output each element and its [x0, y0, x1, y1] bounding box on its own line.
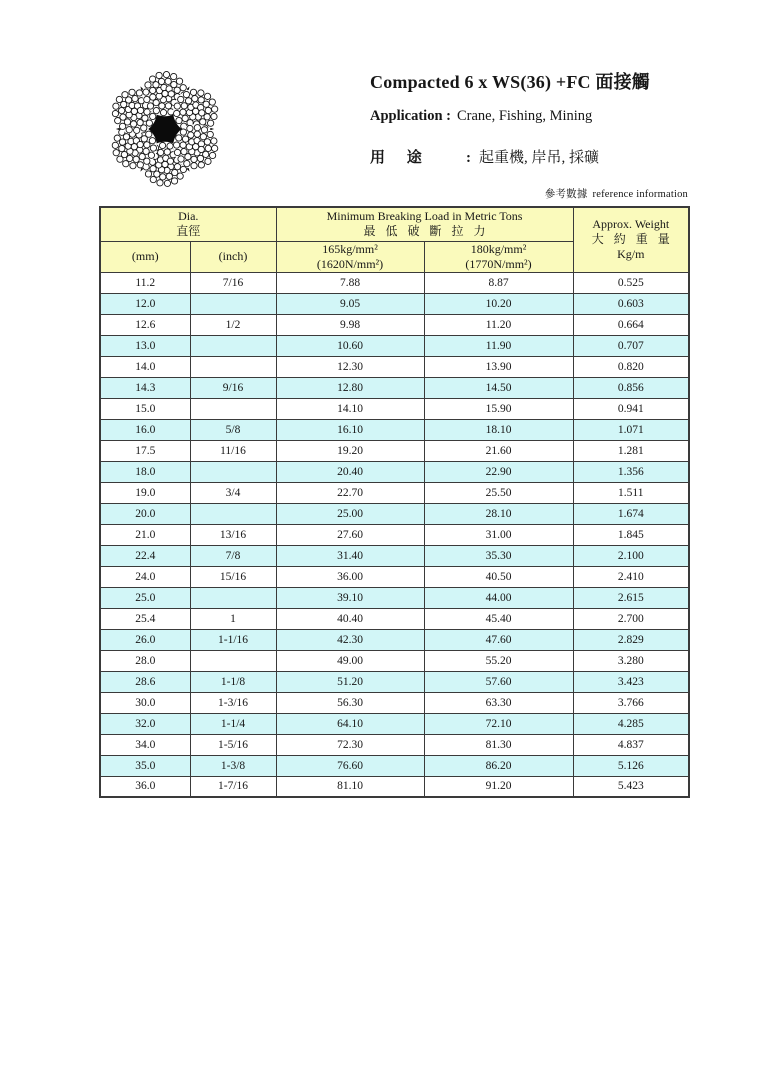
cell-mbl-180: 72.10	[424, 713, 573, 734]
cell-weight: 0.603	[573, 293, 689, 314]
cell-diameter-inch: 1-7/16	[190, 776, 276, 797]
cell-weight: 3.766	[573, 692, 689, 713]
cell-mbl-180: 86.20	[424, 755, 573, 776]
reference-note-zh: 參考數據	[544, 189, 588, 200]
application-value: Crane, Fishing, Mining	[456, 108, 593, 124]
cell-mbl-165: 56.30	[276, 692, 424, 713]
table-row	[100, 545, 689, 566]
cell-mbl-165: 14.10	[276, 398, 424, 419]
cell-diameter-inch	[190, 461, 276, 482]
cell-weight: 2.100	[573, 545, 689, 566]
header-grade-180-newton: (1770N/mm²)	[465, 256, 532, 271]
cell-mbl-180: 35.30	[424, 545, 573, 566]
header-diameter	[100, 207, 276, 241]
table-row	[100, 713, 689, 734]
cell-mbl-165: 72.30	[276, 734, 424, 755]
header-grade-165-value: 165kg/mm²	[322, 241, 378, 256]
cell-mbl-180: 81.30	[424, 734, 573, 755]
cell-mbl-165: 22.70	[276, 482, 424, 503]
table-row	[100, 377, 689, 398]
cell-weight: 0.856	[573, 377, 689, 398]
cell-mbl-165: 64.10	[276, 713, 424, 734]
header-breaking-load	[276, 207, 573, 241]
cell-diameter-mm: 30.0	[100, 692, 190, 713]
cell-mbl-180: 47.60	[424, 629, 573, 650]
cell-diameter-mm: 32.0	[100, 713, 190, 734]
cell-diameter-inch	[190, 503, 276, 524]
cell-mbl-165: 12.80	[276, 377, 424, 398]
cell-mbl-165: 20.40	[276, 461, 424, 482]
table-row	[100, 608, 689, 629]
table-row	[100, 314, 689, 335]
cell-mbl-180: 45.40	[424, 608, 573, 629]
cell-weight: 1.674	[573, 503, 689, 524]
cell-weight: 1.845	[573, 524, 689, 545]
usage-label: 用 途	[370, 150, 422, 166]
cell-mbl-165: 7.88	[276, 272, 424, 293]
cell-diameter-inch	[190, 398, 276, 419]
header-grade-165-newton: (1620N/mm²)	[316, 256, 384, 271]
table-row	[100, 524, 689, 545]
table-row	[100, 398, 689, 419]
cell-mbl-180: 40.50	[424, 566, 573, 587]
header-inch: (inch)	[190, 241, 276, 272]
cell-weight: 4.285	[573, 713, 689, 734]
reference-note	[99, 186, 688, 201]
usage-separator: :	[466, 150, 471, 166]
cell-mbl-165: 39.10	[276, 587, 424, 608]
cell-diameter-inch: 1/2	[190, 314, 276, 335]
cell-diameter-inch	[190, 293, 276, 314]
wire-rope-cross-section-icon	[106, 70, 224, 188]
cell-diameter-inch: 9/16	[190, 377, 276, 398]
cell-diameter-inch: 1-3/8	[190, 755, 276, 776]
cell-diameter-mm: 26.0	[100, 629, 190, 650]
spec-table	[99, 206, 690, 798]
cell-diameter-inch	[190, 587, 276, 608]
header-diameter-zh: 直徑	[176, 224, 201, 239]
cell-diameter-inch: 15/16	[190, 566, 276, 587]
cell-mbl-180: 8.87	[424, 272, 573, 293]
cell-diameter-inch	[190, 335, 276, 356]
cell-mbl-180: 18.10	[424, 419, 573, 440]
cell-diameter-mm: 12.0	[100, 293, 190, 314]
cell-diameter-inch: 1-1/8	[190, 671, 276, 692]
header-approx-weight-unit: Kg/m	[617, 247, 645, 262]
cell-mbl-165: 9.05	[276, 293, 424, 314]
cell-diameter-inch: 3/4	[190, 482, 276, 503]
cell-weight: 0.707	[573, 335, 689, 356]
table-row	[100, 419, 689, 440]
cell-diameter-inch: 5/8	[190, 419, 276, 440]
reference-note-en: reference information	[592, 189, 688, 200]
header-mm: (mm)	[100, 241, 190, 272]
cell-mbl-180: 55.20	[424, 650, 573, 671]
cell-mbl-180: 44.00	[424, 587, 573, 608]
spec-table-body	[100, 272, 689, 797]
table-row	[100, 503, 689, 524]
header-approx-weight	[573, 207, 689, 272]
table-row	[100, 482, 689, 503]
cell-diameter-mm: 24.0	[100, 566, 190, 587]
cell-diameter-mm: 21.0	[100, 524, 190, 545]
cell-diameter-inch: 13/16	[190, 524, 276, 545]
cell-diameter-inch	[190, 356, 276, 377]
cell-diameter-inch: 7/16	[190, 272, 276, 293]
cell-mbl-165: 76.60	[276, 755, 424, 776]
cell-mbl-165: 31.40	[276, 545, 424, 566]
cell-weight: 2.700	[573, 608, 689, 629]
header-grade-180-value: 180kg/mm²	[470, 241, 527, 256]
table-row	[100, 272, 689, 293]
table-row	[100, 356, 689, 377]
cell-diameter-inch: 1-3/16	[190, 692, 276, 713]
cell-diameter-inch: 11/16	[190, 440, 276, 461]
page-title: Compacted 6 x WS(36) +FC 面接觸	[370, 72, 651, 92]
cell-mbl-180: 15.90	[424, 398, 573, 419]
cell-diameter-inch: 1-1/16	[190, 629, 276, 650]
usage-line	[370, 146, 599, 167]
table-row	[100, 335, 689, 356]
cell-weight: 3.280	[573, 650, 689, 671]
cell-weight: 1.511	[573, 482, 689, 503]
cell-weight: 5.126	[573, 755, 689, 776]
table-row	[100, 776, 689, 797]
spec-table-header	[100, 207, 689, 272]
cell-mbl-180: 91.20	[424, 776, 573, 797]
table-row	[100, 671, 689, 692]
table-row	[100, 650, 689, 671]
cell-mbl-180: 11.90	[424, 335, 573, 356]
table-row	[100, 755, 689, 776]
cell-weight: 0.664	[573, 314, 689, 335]
cell-diameter-mm: 16.0	[100, 419, 190, 440]
table-row	[100, 293, 689, 314]
cell-diameter-mm: 36.0	[100, 776, 190, 797]
cell-diameter-mm: 20.0	[100, 503, 190, 524]
header-diameter-en: Dia.	[178, 209, 199, 224]
cell-weight: 2.615	[573, 587, 689, 608]
table-row	[100, 587, 689, 608]
cell-mbl-165: 36.00	[276, 566, 424, 587]
table-row	[100, 734, 689, 755]
cell-diameter-mm: 35.0	[100, 755, 190, 776]
cell-diameter-mm: 13.0	[100, 335, 190, 356]
header-approx-weight-zh: 大 約 重 量	[591, 232, 670, 247]
cell-mbl-165: 51.20	[276, 671, 424, 692]
cell-diameter-inch: 7/8	[190, 545, 276, 566]
cell-diameter-mm: 34.0	[100, 734, 190, 755]
cell-weight: 1.356	[573, 461, 689, 482]
cell-mbl-165: 19.20	[276, 440, 424, 461]
cell-mbl-180: 22.90	[424, 461, 573, 482]
cell-diameter-mm: 19.0	[100, 482, 190, 503]
cell-weight: 0.941	[573, 398, 689, 419]
cell-weight: 1.071	[573, 419, 689, 440]
header-grade-180	[424, 241, 573, 272]
application-line	[370, 108, 592, 125]
cell-mbl-165: 81.10	[276, 776, 424, 797]
cell-diameter-mm: 14.3	[100, 377, 190, 398]
cell-mbl-165: 49.00	[276, 650, 424, 671]
cell-mbl-165: 40.40	[276, 608, 424, 629]
cell-mbl-180: 25.50	[424, 482, 573, 503]
cell-diameter-mm: 18.0	[100, 461, 190, 482]
cell-mbl-165: 16.10	[276, 419, 424, 440]
table-row	[100, 566, 689, 587]
cell-mbl-165: 12.30	[276, 356, 424, 377]
cell-diameter-mm: 28.6	[100, 671, 190, 692]
header-grade-165	[276, 241, 424, 272]
cell-weight: 3.423	[573, 671, 689, 692]
cell-mbl-165: 27.60	[276, 524, 424, 545]
cell-diameter-mm: 22.4	[100, 545, 190, 566]
cell-mbl-180: 11.20	[424, 314, 573, 335]
header-approx-weight-en: Approx. Weight	[592, 217, 670, 232]
cell-diameter-mm: 17.5	[100, 440, 190, 461]
cell-mbl-180: 21.60	[424, 440, 573, 461]
usage-value: 起重機, 岸吊, 採礦	[479, 150, 600, 166]
cell-weight: 0.820	[573, 356, 689, 377]
cell-diameter-mm: 28.0	[100, 650, 190, 671]
cell-diameter-mm: 15.0	[100, 398, 190, 419]
cell-weight: 0.525	[573, 272, 689, 293]
cell-diameter-inch: 1	[190, 608, 276, 629]
cell-mbl-180: 10.20	[424, 293, 573, 314]
cell-diameter-inch: 1-1/4	[190, 713, 276, 734]
cell-mbl-165: 9.98	[276, 314, 424, 335]
cell-mbl-165: 25.00	[276, 503, 424, 524]
cell-diameter-mm: 25.0	[100, 587, 190, 608]
cell-mbl-165: 42.30	[276, 629, 424, 650]
cell-diameter-mm: 12.6	[100, 314, 190, 335]
cell-mbl-180: 14.50	[424, 377, 573, 398]
table-row	[100, 692, 689, 713]
table-row	[100, 629, 689, 650]
table-row	[100, 461, 689, 482]
header-breaking-load-en: Minimum Breaking Load in Metric Tons	[326, 209, 523, 224]
cell-mbl-180: 31.00	[424, 524, 573, 545]
cell-diameter-inch: 1-5/16	[190, 734, 276, 755]
cell-mbl-180: 28.10	[424, 503, 573, 524]
cell-mbl-180: 13.90	[424, 356, 573, 377]
cell-weight: 1.281	[573, 440, 689, 461]
cell-diameter-mm: 11.2	[100, 272, 190, 293]
cell-diameter-mm: 14.0	[100, 356, 190, 377]
cell-weight: 5.423	[573, 776, 689, 797]
cell-weight: 2.410	[573, 566, 689, 587]
cell-diameter-inch	[190, 650, 276, 671]
table-row	[100, 440, 689, 461]
cell-weight: 4.837	[573, 734, 689, 755]
cell-weight: 2.829	[573, 629, 689, 650]
cell-mbl-180: 63.30	[424, 692, 573, 713]
header-breaking-load-zh: 最 低 破 斷 拉 力	[363, 224, 486, 239]
cell-diameter-mm: 25.4	[100, 608, 190, 629]
cell-mbl-180: 57.60	[424, 671, 573, 692]
application-label: Application :	[370, 108, 451, 124]
cell-mbl-165: 10.60	[276, 335, 424, 356]
